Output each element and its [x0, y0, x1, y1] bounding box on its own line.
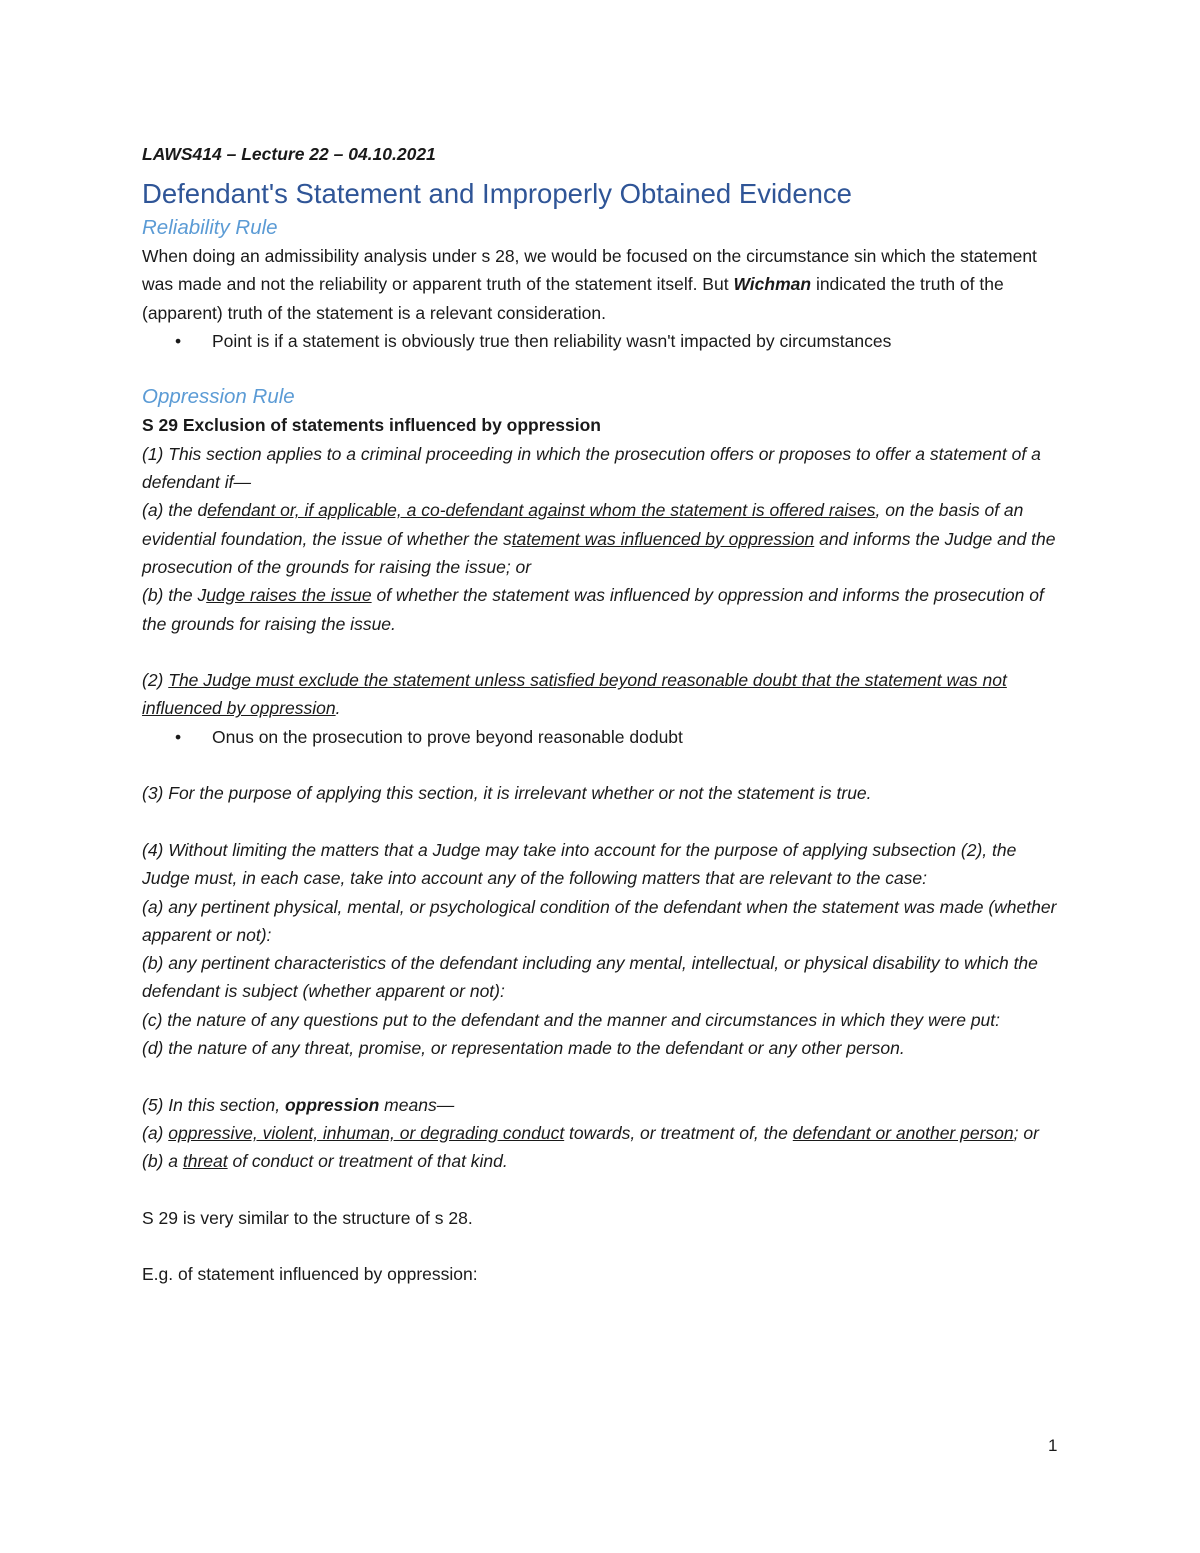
s2-underlined: The Judge must exclude the statement unless satisfied beyond reasonable doubt that the statement was not influenced by oppression — [142, 670, 1007, 719]
example-lead: E.g. of statement influenced by oppression: — [142, 1264, 478, 1285]
s5a-underlined-1: oppressive, violent, inhuman, or degrading conduct — [168, 1122, 565, 1143]
s1b-post: of whether the statement was influenced by oppression and informs the prosecution of the grounds for raising the issue. — [142, 585, 1044, 634]
bullet-text: Onus on the prosecution to prove beyond reasonable dodubt — [212, 726, 683, 747]
s5a-post: ; or — [1013, 1122, 1039, 1143]
list-item — [142, 327, 1057, 355]
reliability-text-a: When doing an admissibility analysis under s 28, we would be focused on the circumstance sin which the statement was made and not the reliability or apparent truth of the statement itself. But — [142, 246, 1037, 295]
s1a-underlined-2: tatement was influenced by oppression — [511, 528, 815, 549]
s2-post: . — [335, 698, 341, 719]
s5-post: means— — [379, 1094, 455, 1115]
defined-term-oppression: oppression — [284, 1094, 380, 1115]
subsection-1a — [142, 496, 1057, 581]
subsection-5 — [142, 1091, 1057, 1119]
subsection-4a: (a) any pertinent physical, mental, or psychological condition of the defendant when the statement was made (whether apparent or not): — [142, 896, 1057, 945]
s5a-mid: towards, or treatment of, the — [564, 1122, 793, 1143]
s5a-pre: (a) — [142, 1122, 169, 1143]
subsection-4d: (d) the nature of any threat, promise, or representation made to the defendant or any other person. — [142, 1038, 905, 1059]
subsection-1b — [142, 581, 1057, 638]
s1a-pre: (a) the d — [142, 500, 208, 521]
s1a-underlined-1: efendant or, if applicable, a co-defendant against whom the statement is offered raises — [207, 500, 876, 521]
reliability-text-b: indicated the truth of the (apparent) truth of the statement is a relevant consideration. — [142, 274, 1004, 323]
bullet-icon: • — [175, 330, 182, 351]
reliability-paragraph — [142, 242, 1057, 327]
document-title: Defendant's Statement and Improperly Obtained Evidence — [142, 178, 852, 209]
reliability-rule-heading: Reliability Rule — [142, 216, 278, 239]
subsection-5b — [142, 1147, 1057, 1175]
s5a-underlined-2: defendant or another person — [792, 1122, 1014, 1143]
subsection-2 — [142, 666, 1057, 723]
subsection-4c: (c) the nature of any questions put to the defendant and the manner and circumstances in which they were put: — [142, 1009, 1001, 1030]
s2-pre: (2) — [142, 670, 169, 691]
s1b-pre: (b) the J — [142, 585, 207, 606]
subsection-4: (4) Without limiting the matters that a Judge may take into account for the purpose of applying subsection (2), the Judge must, in each case, take into account any of the following matters that are relevant to the case: — [142, 839, 1017, 889]
bullet-text: Point is if a statement is obviously true then reliability wasn't impacted by circumstances — [212, 330, 892, 351]
case-name-wichman: Wichman — [733, 274, 812, 295]
subsection-4b: (b) any pertinent characteristics of the defendant including any mental, intellectual, or physical disability to which the defendant is subject (whether apparent or not): — [142, 953, 1038, 1002]
s5b-post: of conduct or treatment of that kind. — [227, 1151, 508, 1172]
bullet-icon: • — [175, 726, 182, 747]
structure-note: S 29 is very similar to the structure of s 28. — [142, 1207, 473, 1228]
subsection-5a — [142, 1119, 1057, 1147]
s1a-mid: , on the basis of an evidential foundation, the issue of whether the s — [142, 500, 1024, 549]
subsection-3: (3) For the purpose of applying this section, it is irrelevant whether or not the statement is true. — [142, 783, 872, 804]
document-page — [142, 140, 1057, 1289]
oppression-rule-heading: Oppression Rule — [142, 385, 295, 409]
s5-pre: (5) In this section, — [142, 1094, 285, 1115]
s5b-underlined: threat — [182, 1151, 228, 1172]
s5b-pre: (b) a — [142, 1151, 183, 1172]
section-29-title: S 29 Exclusion of statements influenced by oppression — [142, 415, 601, 436]
subsection-1: (1) This section applies to a criminal proceeding in which the prosecution offers or proposes to offer a statement of a defendant if— — [142, 443, 1041, 493]
s1a-post: and informs the Judge and the prosecution of the grounds for raising the issue; or — [142, 528, 1056, 577]
list-item — [142, 723, 1057, 751]
lecture-header: LAWS414 – Lecture 22 – 04.10.2021 — [142, 144, 436, 164]
s1b-underlined: udge raises the issue — [206, 585, 372, 606]
page-number: 1 — [1048, 1436, 1058, 1455]
